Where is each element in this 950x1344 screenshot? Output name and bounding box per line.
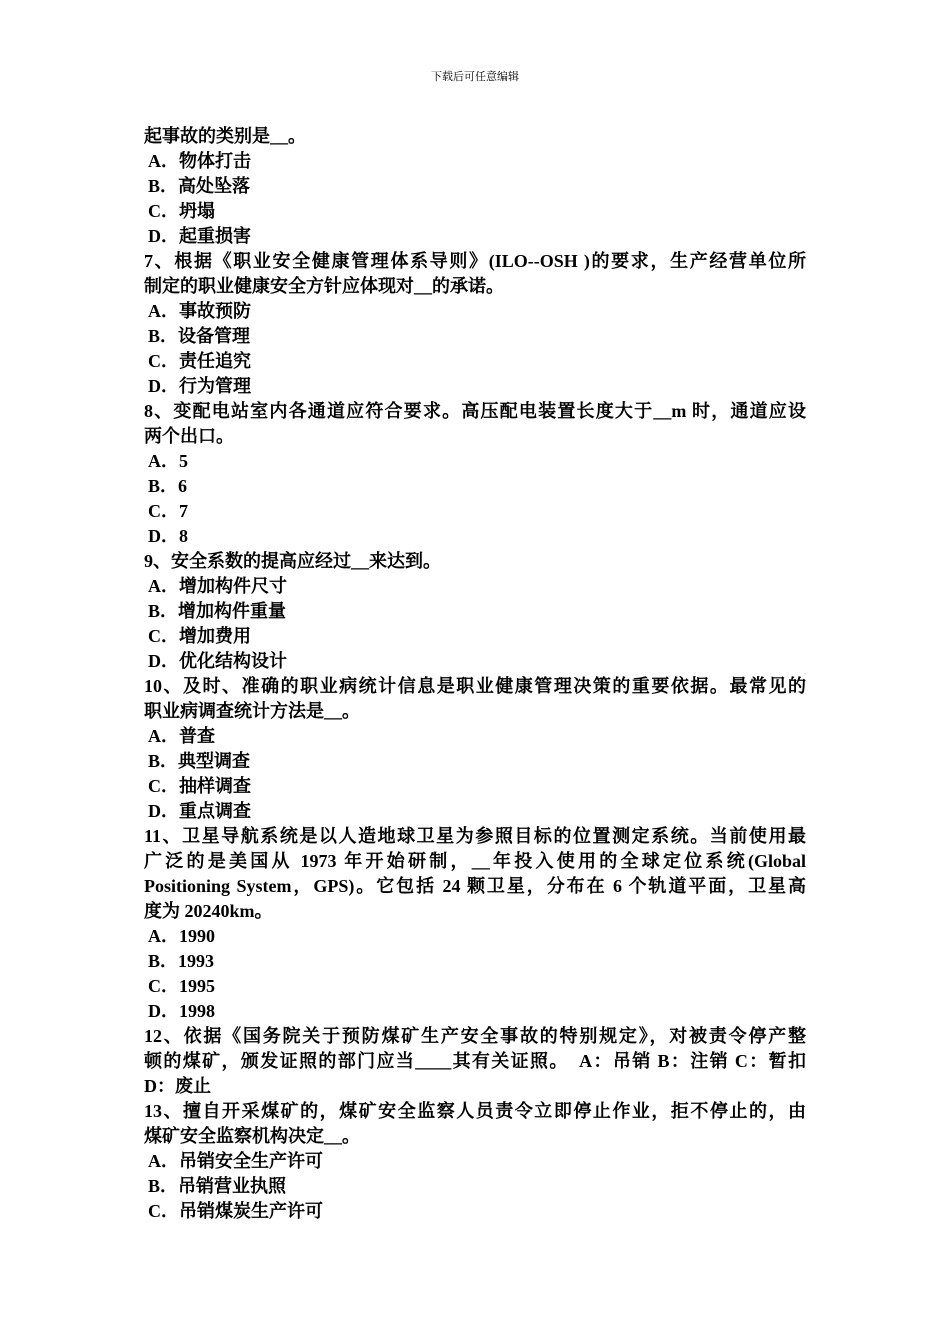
answer-option: A．事故预防 — [148, 301, 251, 321]
question-text-line: 两个出口。 — [144, 426, 234, 446]
question-text-line: 12、依据《国务院关于预防煤矿生产安全事故的特别规定》，对被责令停产整 — [144, 1026, 806, 1046]
answer-option: B．吊销营业执照 — [148, 1176, 287, 1196]
answer-option: D．起重损害 — [148, 226, 251, 246]
question-text-line: 8、变配电站室内各通道应符合要求。高压配电装置长度大于__m 时，通道应设 — [144, 401, 806, 421]
answer-option: C．7 — [148, 501, 188, 521]
question-text-line: 10、及时、准确的职业病统计信息是职业健康管理决策的重要依据。最常见的 — [144, 676, 806, 696]
answer-option: D．行为管理 — [148, 376, 251, 396]
answer-option: A．5 — [148, 451, 188, 471]
answer-option: C．增加费用 — [148, 626, 251, 646]
question-text-line: 顿的煤矿，颁发证照的部门应当____其有关证照。 A：吊销 B：注销 C：暂扣 — [144, 1051, 806, 1071]
answer-option: A．增加构件尺寸 — [148, 576, 287, 596]
answer-option: A．普查 — [148, 726, 215, 746]
question-text-line: 7、根据《职业安全健康管理体系导则》(ILO--OSH )的要求，生产经营单位所 — [144, 251, 806, 271]
answer-option: B．6 — [148, 476, 188, 496]
answer-option: B．设备管理 — [148, 326, 251, 346]
question-text-line: 广泛的是美国从 1973 年开始研制，__年投入使用的全球定位系统(Global — [144, 851, 806, 871]
answer-option: B．增加构件重量 — [148, 601, 287, 621]
question-text-line: 13、擅自开采煤矿的，煤矿安全监察人员责令立即停止作业，拒不停止的，由 — [144, 1101, 806, 1121]
answer-option: A．吊销安全生产许可 — [148, 1151, 323, 1171]
answer-option: C．抽样调查 — [148, 776, 251, 796]
question-text-line: 煤矿安全监察机构决定__。 — [144, 1126, 360, 1146]
answer-option: A．1990 — [148, 926, 215, 946]
answer-option: B．高处坠落 — [148, 176, 251, 196]
answer-option: C．责任追究 — [148, 351, 251, 371]
question-text-line: 9、安全系数的提高应经过__来达到。 — [144, 551, 441, 571]
answer-option: A．物体打击 — [148, 151, 251, 171]
answer-option: D．重点调查 — [148, 801, 251, 821]
question-text-line: 职业病调查统计方法是__。 — [144, 701, 360, 721]
answer-option: B．典型调查 — [148, 751, 251, 771]
answer-option: D．优化结构设计 — [148, 651, 287, 671]
page-header: 下载后可任意编辑 — [431, 70, 519, 83]
answer-option: B．1993 — [148, 951, 215, 971]
answer-option: C．吊销煤炭生产许可 — [148, 1201, 323, 1221]
answer-option: C．1995 — [148, 976, 215, 996]
document-body — [144, 124, 806, 1224]
question-text-line: 起事故的类别是__。 — [144, 126, 306, 146]
answer-option: D．1998 — [148, 1001, 215, 1021]
question-text-line: 制定的职业健康安全方针应体现对__的承诺。 — [144, 276, 504, 296]
question-text-line: D：废止 — [144, 1076, 211, 1096]
question-text-line: Positioning System，GPS)。它包括 24 颗卫星，分布在 6 个轨道平面，卫星高 — [144, 876, 806, 896]
question-text-line: 度为 20240km。 — [144, 901, 273, 921]
answer-option: D．8 — [148, 526, 188, 546]
question-text-line: 11、卫星导航系统是以人造地球卫星为参照目标的位置测定系统。当前使用最 — [144, 826, 806, 846]
answer-option: C．坍塌 — [148, 201, 215, 221]
